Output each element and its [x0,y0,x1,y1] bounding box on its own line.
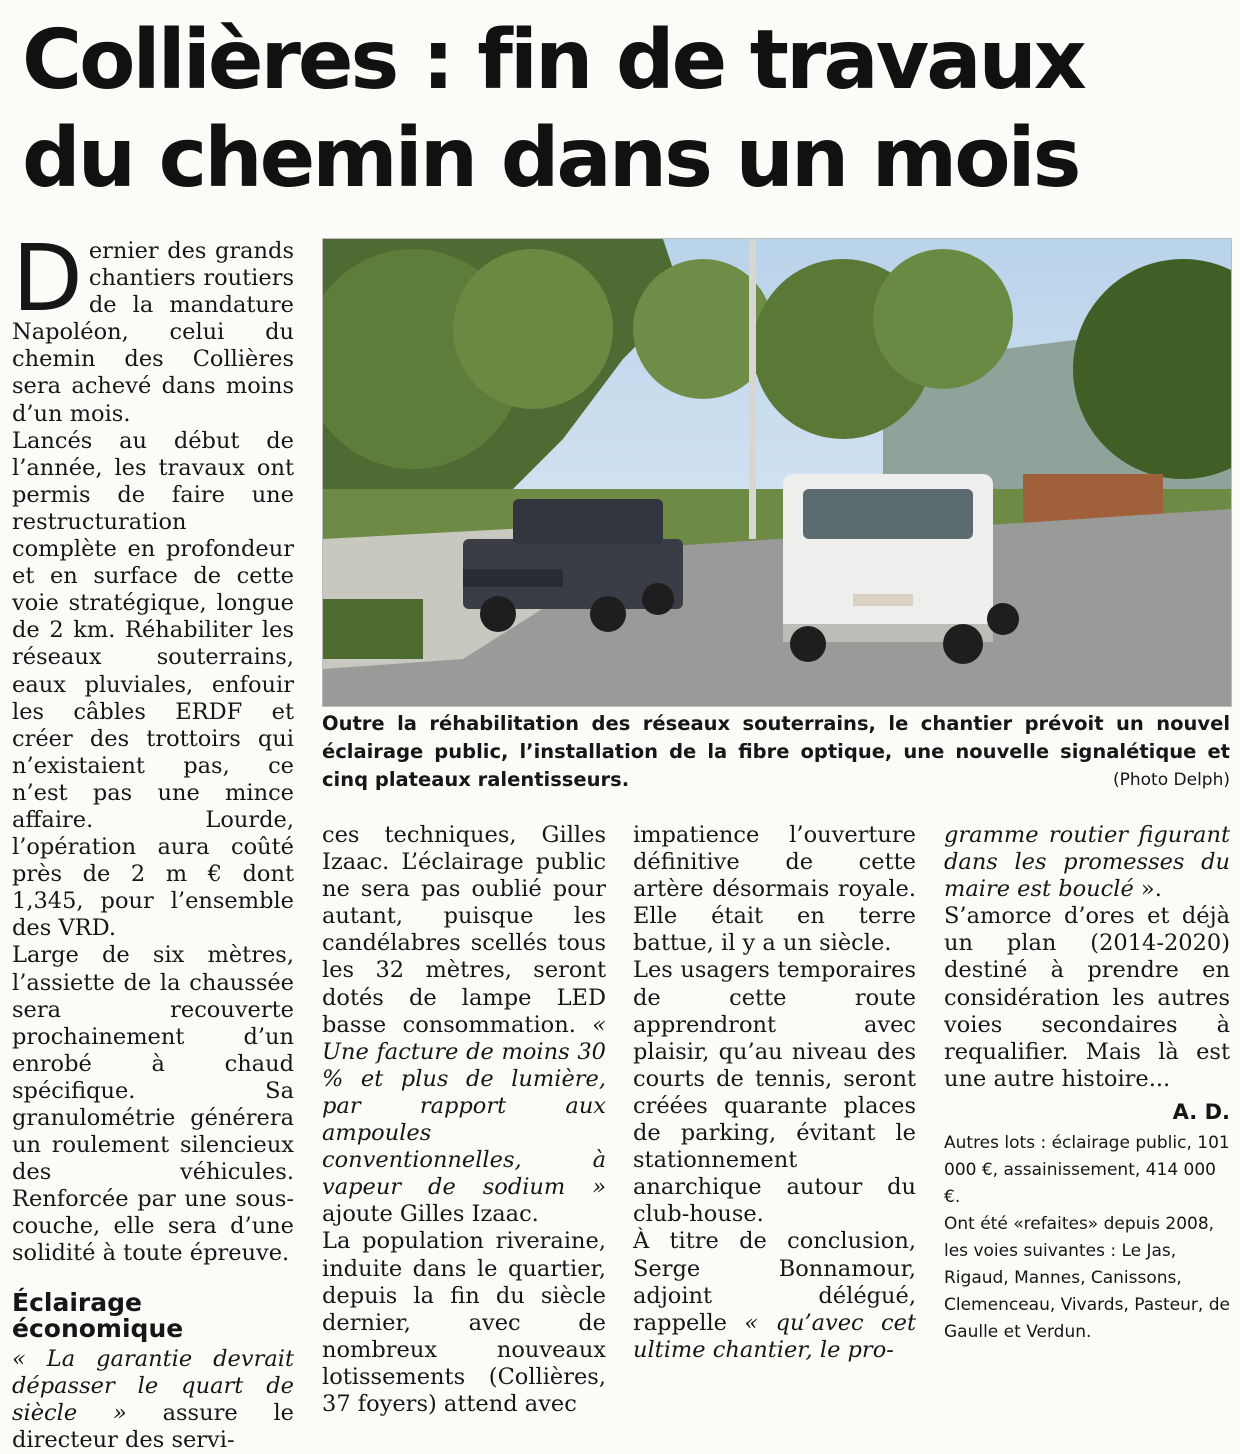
paragraph: ces techniques, Gilles Izaac. L’éclairage public ne sera pas oublié pour autant, puisque les candélabres scellés tous les 32 mètres, seront dotés de lampe LED basse consommation. « Une facture de moins 30 % et plus de lumière, par rapport aux ampoules conventionnelles, à vapeur de sodium » ajoute Gilles Izaac. [322,822,606,1228]
column-3 [633,822,916,1364]
side-note-line: Ont été «refaites» depuis 2008, les voies suivantes : Le Jas, Rigaud, Mannes, Canissons, Clemenceau, Vivards, Pasteur, de Gaulle et Verdun. [944,1214,1230,1342]
paragraph: Large de six mètres, l’assiette de la chaussée sera recouverte prochainement d’un enrobé à chaud spécifique. Sa granulométrie générera un roulement silencieux des véhicules. Renforcée par une sous-couche, elle sera d’une solidité à toute épreuve. [12,942,294,1267]
paragraph: S’amorce d’ores et déjà un plan (2014-2020) destiné à prendre en considération les autres voies secondaires à requalifier. Mais là est une autre histoire... [944,903,1230,1092]
side-note [944,1130,1234,1346]
drop-cap: D [12,225,83,332]
author-byline: A. D. [1172,1099,1230,1124]
paragraph: gramme routier figurant dans les promesses du maire est bouclé ». [944,822,1230,903]
column-1 [12,225,294,1454]
section-subheading: Éclairage économique [12,1287,184,1343]
side-note-line: Autres lots : éclairage public, 101 000 €, assainissement, 414 000 €. [944,1133,1230,1207]
article-headline [22,12,1222,208]
photo-caption: Outre la réhabilitation des réseaux souterrains, le chantier prévoit un nouvel éclairage public, l’installation de la fibre optique, une nouvelle signalétique et cinq plateaux ralentisseurs. [322,712,1230,791]
headline-line-1: Collières : fin de travaux [22,13,1084,108]
paragraph: Les usagers temporaires de cette route apprendront avec plaisir, qu’au niveau des courts de tennis, seront créées quarante places de parking, évitant le stationnement anarchique autour du club-house. [633,957,916,1228]
headline-line-2: du chemin dans un mois [22,111,1079,206]
article-photo [322,238,1232,707]
photo-credit: (Photo Delph) [1113,770,1230,790]
white-suv [783,474,1019,664]
street-photo-illustration [323,239,1231,706]
paragraph: À titre de conclusion, Serge Bonnamour, adjoint délégué, rappelle « qu’avec cet ultime chantier, le pro- [633,1228,917,1363]
paragraph: La population riveraine, induite dans le quartier, depuis la fin du siècle dernier, avec de nombreux nouveaux lotissements (Collières, 37 foyers) attend avec [322,1228,606,1417]
paragraph: impatience l’ouverture définitive de cette artère désormais royale. Elle était en terre battue, il y a un siècle. [633,822,916,957]
paragraph: Lancés au début de l’année, les travaux ont permis de faire une restructuration complète en profondeur et en surface de cette voie stratégique, longue de 2 km. Réhabiliter les réseaux souterrains, eaux pluviales, enfouir les câbles ERDF et créer des trottoirs qui n’existaient pas, ce n’est pas une mince affaire. Lourde, l’opération aura coûté près de 2 m € dont 1,345, pour l’ensemble des VRD. [12,427,294,942]
intro-paragraph: Dernier des grands chantiers routiers de la mandature Napoléon, celui du chemin des Collières sera achevé dans moins d’un mois. [12,225,294,427]
paragraph: « La garantie devrait dépasser le quart de siècle » assure le directeur des servi- [12,1345,294,1453]
column-4 [944,822,1230,1126]
column-2 [322,822,606,1418]
